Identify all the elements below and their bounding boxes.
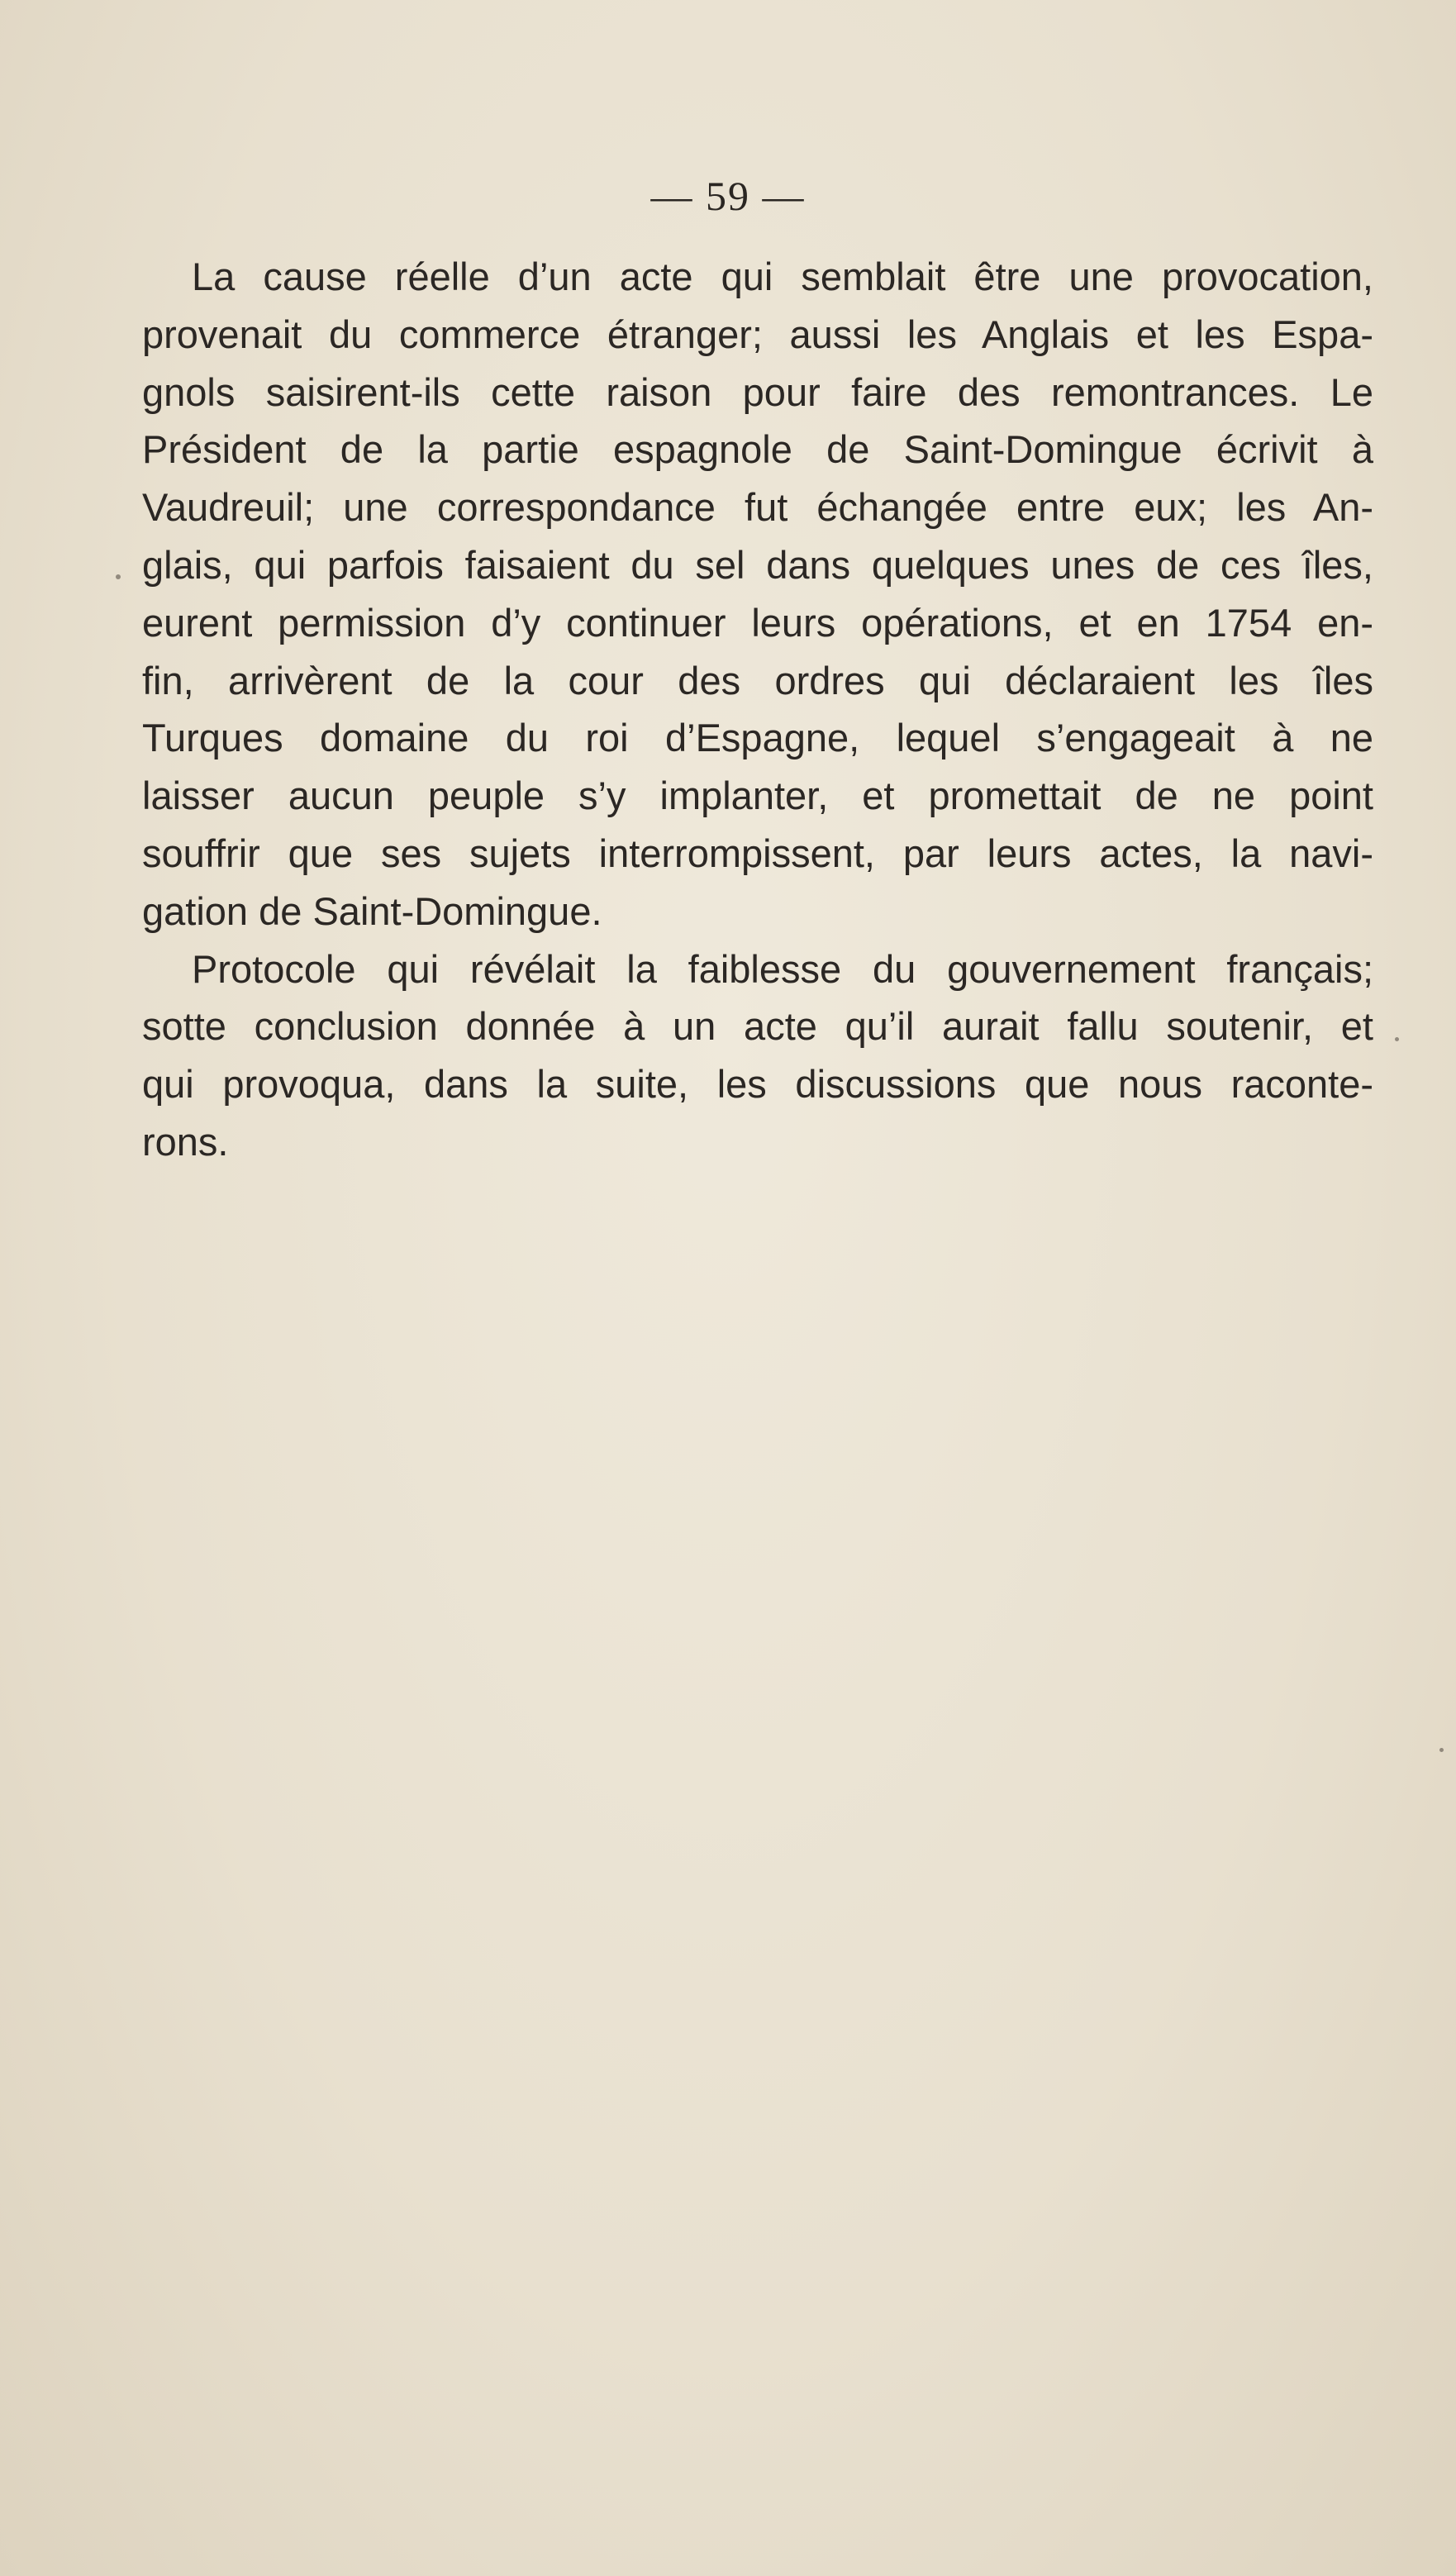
paper-speck bbox=[1395, 1037, 1399, 1041]
text-line: eurent permission d’y continuer leurs opérations, et en 1754 en- bbox=[142, 600, 1373, 645]
text-line: Turques domaine du roi d’Espagne, lequel s’engageait à ne bbox=[142, 716, 1373, 760]
body-text bbox=[142, 248, 1373, 1171]
text-line: Protocole qui révélait la faiblesse du gouvernement français; bbox=[192, 946, 1373, 991]
paragraph-2 bbox=[142, 940, 1373, 1171]
text-line: glais, qui parfois faisaient du sel dans quelques unes de ces îles, bbox=[142, 542, 1373, 587]
text-line: La cause réelle d’un acte qui semblait être une provocation, bbox=[192, 255, 1373, 298]
page-number: — 59 — bbox=[650, 173, 806, 219]
text-line: sotte conclusion donnée à un acte qu’il aurait fallu soutenir, et bbox=[142, 1004, 1373, 1049]
text-line: fin, arrivèrent de la cour des ordres qui déclaraient les îles bbox=[142, 658, 1373, 702]
text-line: provenait du commerce étranger; aussi les Anglais et les Espa- bbox=[142, 312, 1373, 356]
paper-speck bbox=[1439, 1748, 1444, 1752]
text-line: Président de la partie espagnole de Saint-Domingue écrivit à bbox=[142, 427, 1373, 472]
paragraph-1 bbox=[142, 248, 1373, 940]
text-line: qui provoqua, dans la suite, les discussions que nous raconte- bbox=[142, 1062, 1373, 1107]
text-line: souffrir que ses sujets interrompissent, par leurs actes, la navi- bbox=[142, 831, 1373, 875]
text-line: rons. bbox=[142, 1119, 229, 1164]
text-line: laisser aucun peuple s’y implanter, et promettait de ne point bbox=[142, 774, 1373, 818]
text-line: gation de Saint-Domingue. bbox=[142, 888, 602, 933]
text-line: gnols saisirent-ils cette raison pour faire des remontrances. Le bbox=[142, 369, 1373, 414]
paper-speck bbox=[116, 574, 121, 579]
text-line: Vaudreuil; une correspondance fut échangée entre eux; les An- bbox=[142, 485, 1373, 530]
